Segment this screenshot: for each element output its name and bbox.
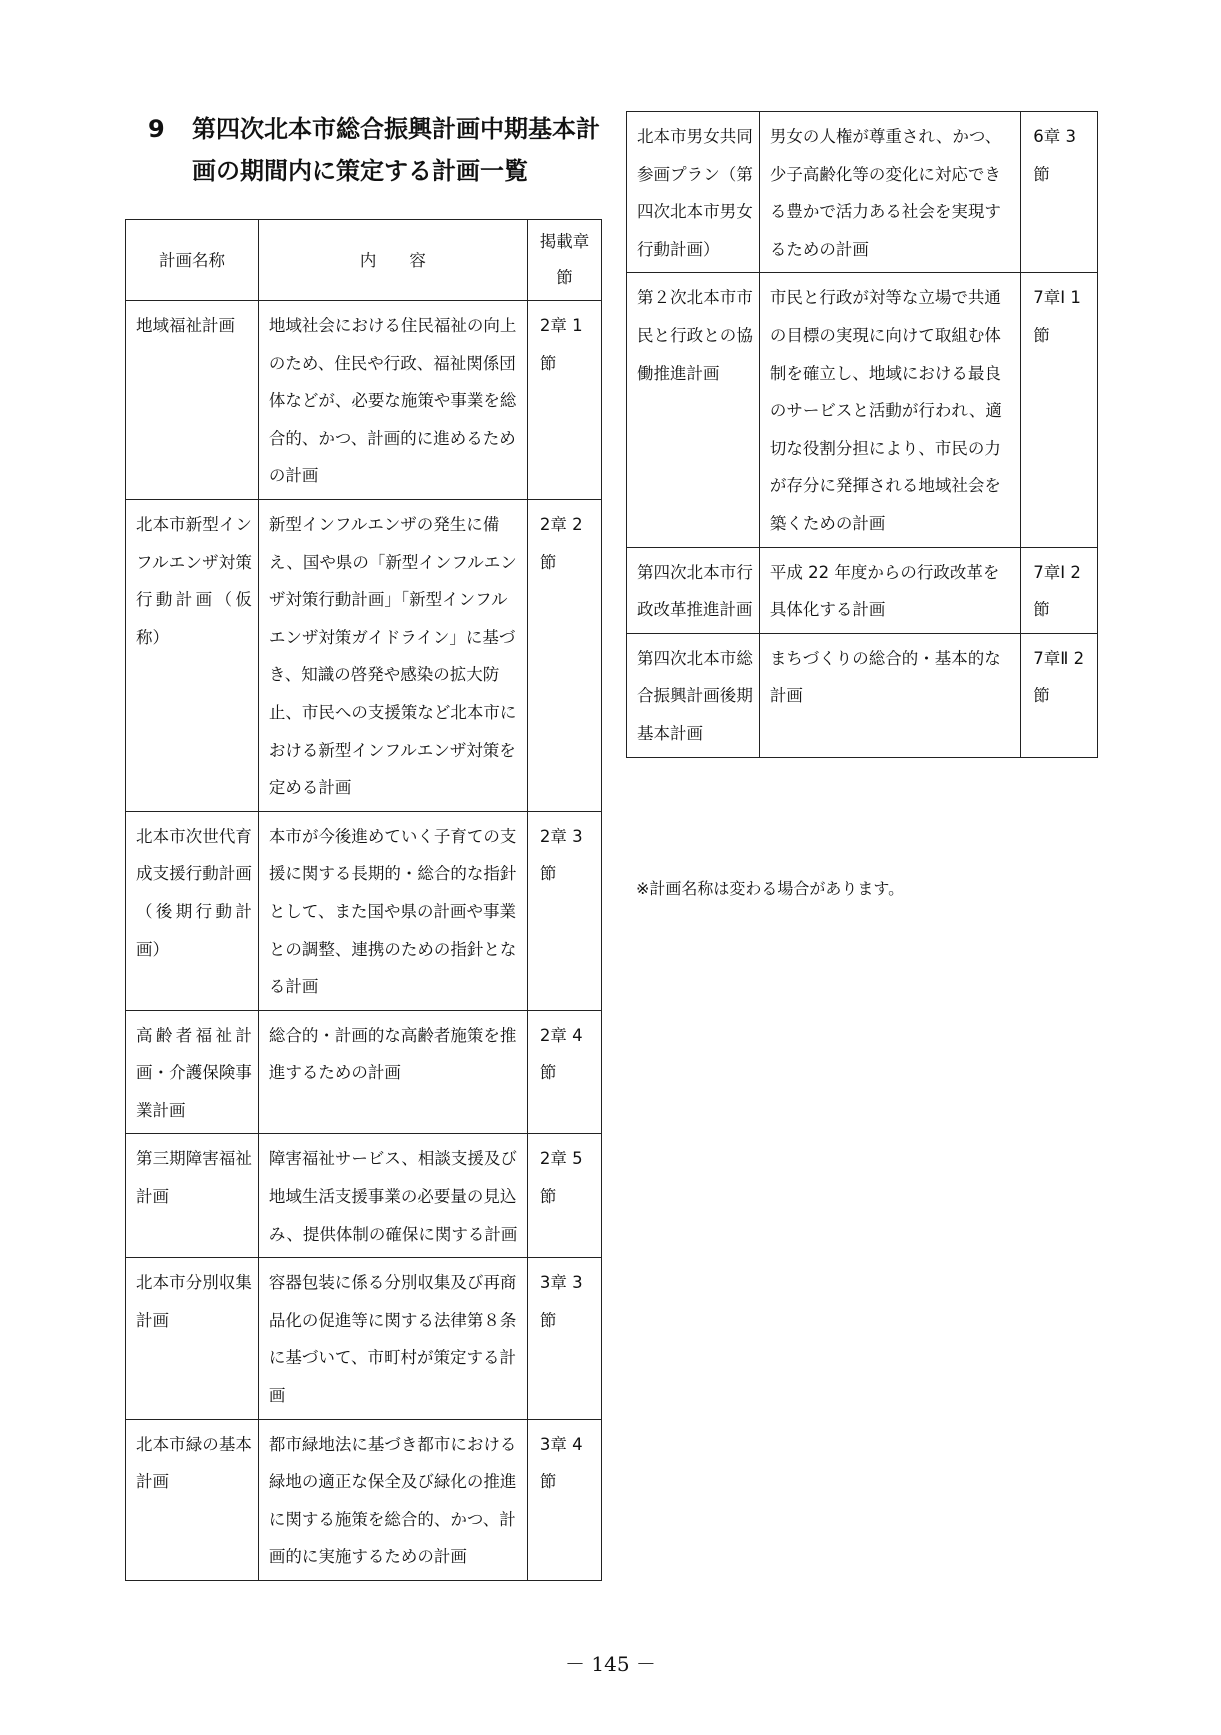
table-row <box>627 273 1098 547</box>
plan-location-cell: 3章 4節 <box>527 1419 601 1580</box>
plan-name-cell: 北本市分別収集計画 <box>126 1258 259 1419</box>
plan-content-cell: 平成 22 年度からの行政改革を具体化する計画 <box>759 547 1020 633</box>
plan-table-right <box>626 111 1098 758</box>
plan-content-cell: 男女の人権が尊重され、かつ、少子高齢化等の変化に対応できる豊かで活力ある社会を実現するための計画 <box>759 112 1020 273</box>
table-row <box>126 1010 602 1134</box>
plan-location-cell: 2章 4節 <box>527 1010 601 1134</box>
plan-content-cell: 地域社会における住民福祉の向上のため、住民や行政、福祉関係団体などが、必要な施策や事業を総合的、かつ、計画的に進めるための計画 <box>258 301 527 500</box>
plan-location-cell: 6章 3節 <box>1021 112 1098 273</box>
plan-table-left-body <box>126 301 602 1581</box>
header-location-text: 掲載章節 <box>539 232 590 287</box>
plan-name-cell: 北本市男女共同参画プラン（第四次北本市男女行動計画） <box>627 112 760 273</box>
heading-line-2: 画の期間内に策定する計画一覧 <box>192 157 528 185</box>
plan-table-right-body <box>627 112 1098 758</box>
section-number: 9 <box>148 115 165 143</box>
table-row <box>126 1419 602 1580</box>
plan-name-cell: 北本市新型インフルエンザ対策行動計画（仮称） <box>126 499 259 811</box>
table-row <box>126 301 602 500</box>
plan-name-cell: 地域福祉計画 <box>126 301 259 500</box>
plan-content-cell: 市民と行政が対等な立場で共通の目標の実現に向けて取組む体制を確立し、地域における最良のサービスと活動が行われ、適切な役割分担により、市民の力が存分に発揮される地域社会を築くための計画 <box>759 273 1020 547</box>
plan-name-cell: 高齢者福祉計画・介護保険事業計画 <box>126 1010 259 1134</box>
plan-location-cell: 2章 3節 <box>527 811 601 1010</box>
table-row <box>627 633 1098 757</box>
plan-content-cell: まちづくりの総合的・基本的な計画 <box>759 633 1020 757</box>
plan-content-cell: 総合的・計画的な高齢者施策を推進するための計画 <box>258 1010 527 1134</box>
plan-content-cell: 都市緑地法に基づき都市における緑地の適正な保全及び緑化の推進に関する施策を総合的、かつ、計画的に実施するための計画 <box>258 1419 527 1580</box>
plan-name-cell: 第四次北本市総合振興計画後期基本計画 <box>627 633 760 757</box>
plan-location-cell: 2章 5節 <box>527 1134 601 1258</box>
plan-name-cell: 第四次北本市行政改革推進計画 <box>627 547 760 633</box>
table-row <box>627 547 1098 633</box>
plan-content-cell: 障害福祉サービス、相談支援及び地域生活支援事業の必要量の見込み、提供体制の確保に関する計画 <box>258 1134 527 1258</box>
header-plan-name: 計画名称 <box>126 220 259 301</box>
footnote: ※計画名称は変わる場合があります。 <box>636 879 905 898</box>
plan-name-cell: 第２次北本市市民と行政との協働推進計画 <box>627 273 760 547</box>
plan-location-cell: 2章 2節 <box>527 499 601 811</box>
plan-location-cell: 7章Ⅱ 2節 <box>1021 633 1098 757</box>
section-heading <box>148 108 608 192</box>
table-header-row <box>126 220 602 301</box>
plan-location-cell: 3章 3節 <box>527 1258 601 1419</box>
plan-name-cell: 北本市次世代育成支援行動計画（後期行動計画） <box>126 811 259 1010</box>
table-row <box>627 112 1098 273</box>
heading-text-1: 第四次北本市総合振興計画中期基本計 <box>192 115 600 143</box>
plan-content-cell: 本市が今後進めていく子育ての支援に関する長期的・総合的な指針として、また国や県の計画や事業との調整、連携のための指針となる計画 <box>258 811 527 1010</box>
header-location <box>527 220 601 301</box>
plan-name-cell: 北本市緑の基本計画 <box>126 1419 259 1580</box>
plan-table-left <box>125 219 602 1581</box>
table-row <box>126 811 602 1010</box>
plan-location-cell: 7章Ⅰ 2節 <box>1021 547 1098 633</box>
heading-line-1 <box>148 108 608 150</box>
page-number: － 145 － <box>565 1652 656 1676</box>
plan-location-cell: 7章Ⅰ 1節 <box>1021 273 1098 547</box>
table-row <box>126 1134 602 1258</box>
plan-location-cell: 2章 1節 <box>527 301 601 500</box>
plan-name-cell: 第三期障害福祉計画 <box>126 1134 259 1258</box>
table-row <box>126 1258 602 1419</box>
header-content: 内 容 <box>258 220 527 301</box>
plan-content-cell: 新型インフルエンザの発生に備え、国や県の「新型インフルエンザ対策行動計画」「新型インフルエンザ対策ガイドライン」に基づき、知識の啓発や感染の拡大防止、市民への支援策など北本市における新型インフルエンザ対策を定める計画 <box>258 499 527 811</box>
table-row <box>126 499 602 811</box>
plan-content-cell: 容器包装に係る分別収集及び再商品化の促進等に関する法律第８条に基づいて、市町村が策定する計画 <box>258 1258 527 1419</box>
